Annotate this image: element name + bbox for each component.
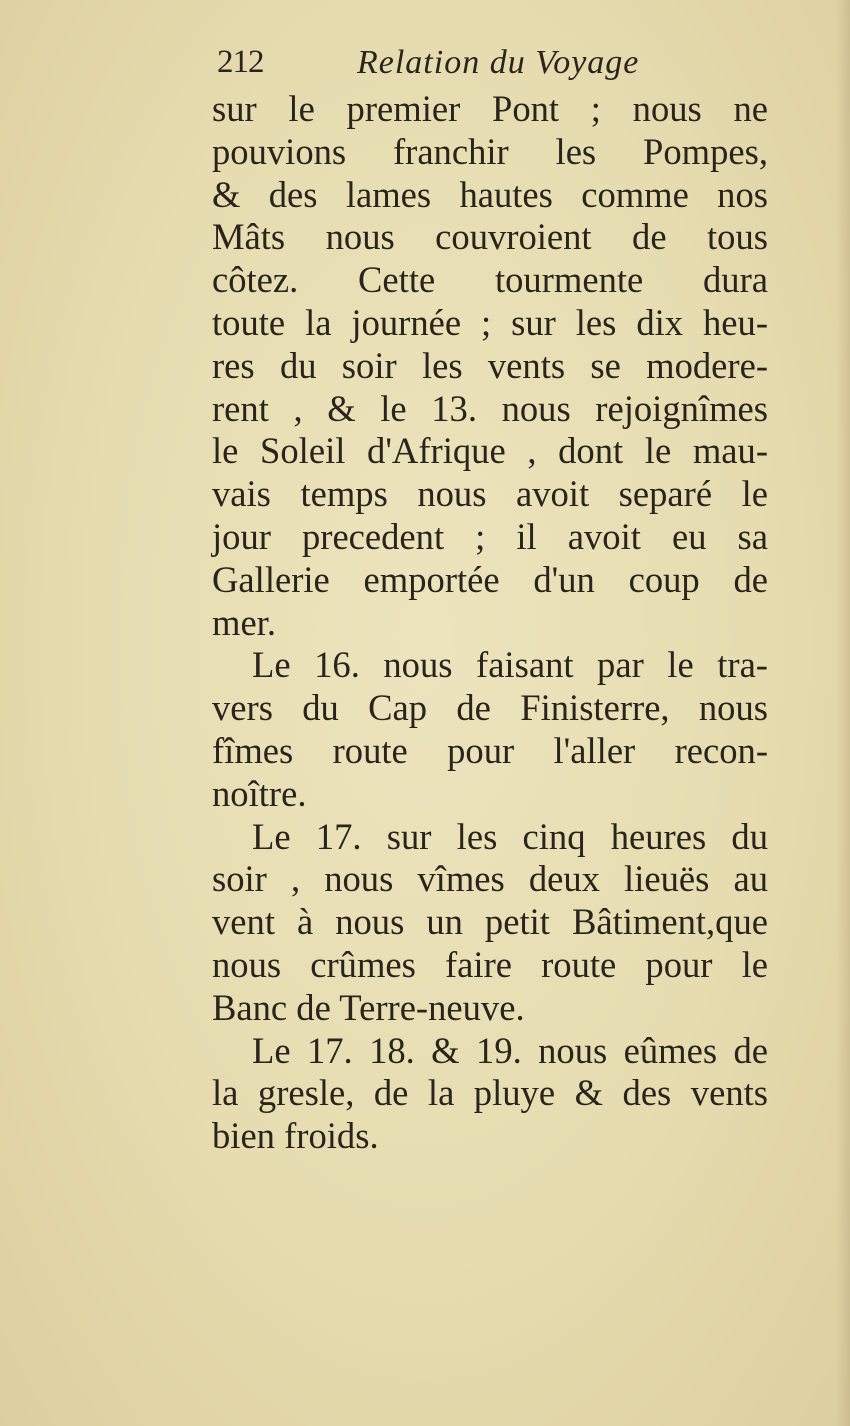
- text-line: pouvions franchir les Pompes,: [212, 130, 768, 172]
- running-title: Relation du Voyage: [357, 44, 640, 81]
- text-line: la gresle, de la pluye & des vents: [212, 1072, 768, 1114]
- text-line: le Soleil d'Afrique , dont le mau-: [212, 430, 768, 472]
- page-header: [217, 44, 777, 84]
- text-line: Gallerie emportée d'un coup de: [212, 558, 768, 600]
- text-line: nous crûmes faire route pour le: [212, 943, 768, 985]
- text-line: Mâts nous couvroient de tous: [212, 216, 768, 258]
- text-line: vent à nous un petit Bâtiment,que: [212, 901, 768, 943]
- page-number: 212: [217, 44, 264, 80]
- text-line: rent , & le 13. nous rejoignîmes: [212, 387, 768, 429]
- text-line: & des lames hautes comme nos: [212, 173, 768, 215]
- text-line: Banc de Terre-neuve.: [212, 986, 525, 1028]
- text-line: Le 16. nous faisant par le tra-: [252, 644, 768, 686]
- text-line: sur le premier Pont ; nous ne: [212, 88, 768, 129]
- text-line: noître.: [212, 772, 307, 814]
- text-line: mer.: [212, 601, 276, 643]
- text-line: bien froids.: [212, 1115, 379, 1157]
- text-line: toute la journée ; sur les dix heu-: [212, 301, 768, 343]
- page-text: [212, 88, 768, 1158]
- text-line: vers du Cap de Finisterre, nous: [212, 687, 768, 729]
- text-line: vais temps nous avoit separé le: [212, 473, 768, 515]
- text-line: Le 17. sur les cinq heures du: [252, 815, 768, 857]
- text-line: jour precedent ; il avoit eu sa: [212, 515, 768, 557]
- text-line: fîmes route pour l'aller recon-: [212, 729, 768, 771]
- text-line: côtez. Cette tourmente dura: [212, 259, 768, 301]
- text-line: res du soir les vents se modere-: [212, 344, 768, 386]
- text-line: soir , nous vîmes deux lieuës au: [212, 858, 768, 900]
- text-line: Le 17. 18. & 19. nous eûmes de: [252, 1029, 768, 1071]
